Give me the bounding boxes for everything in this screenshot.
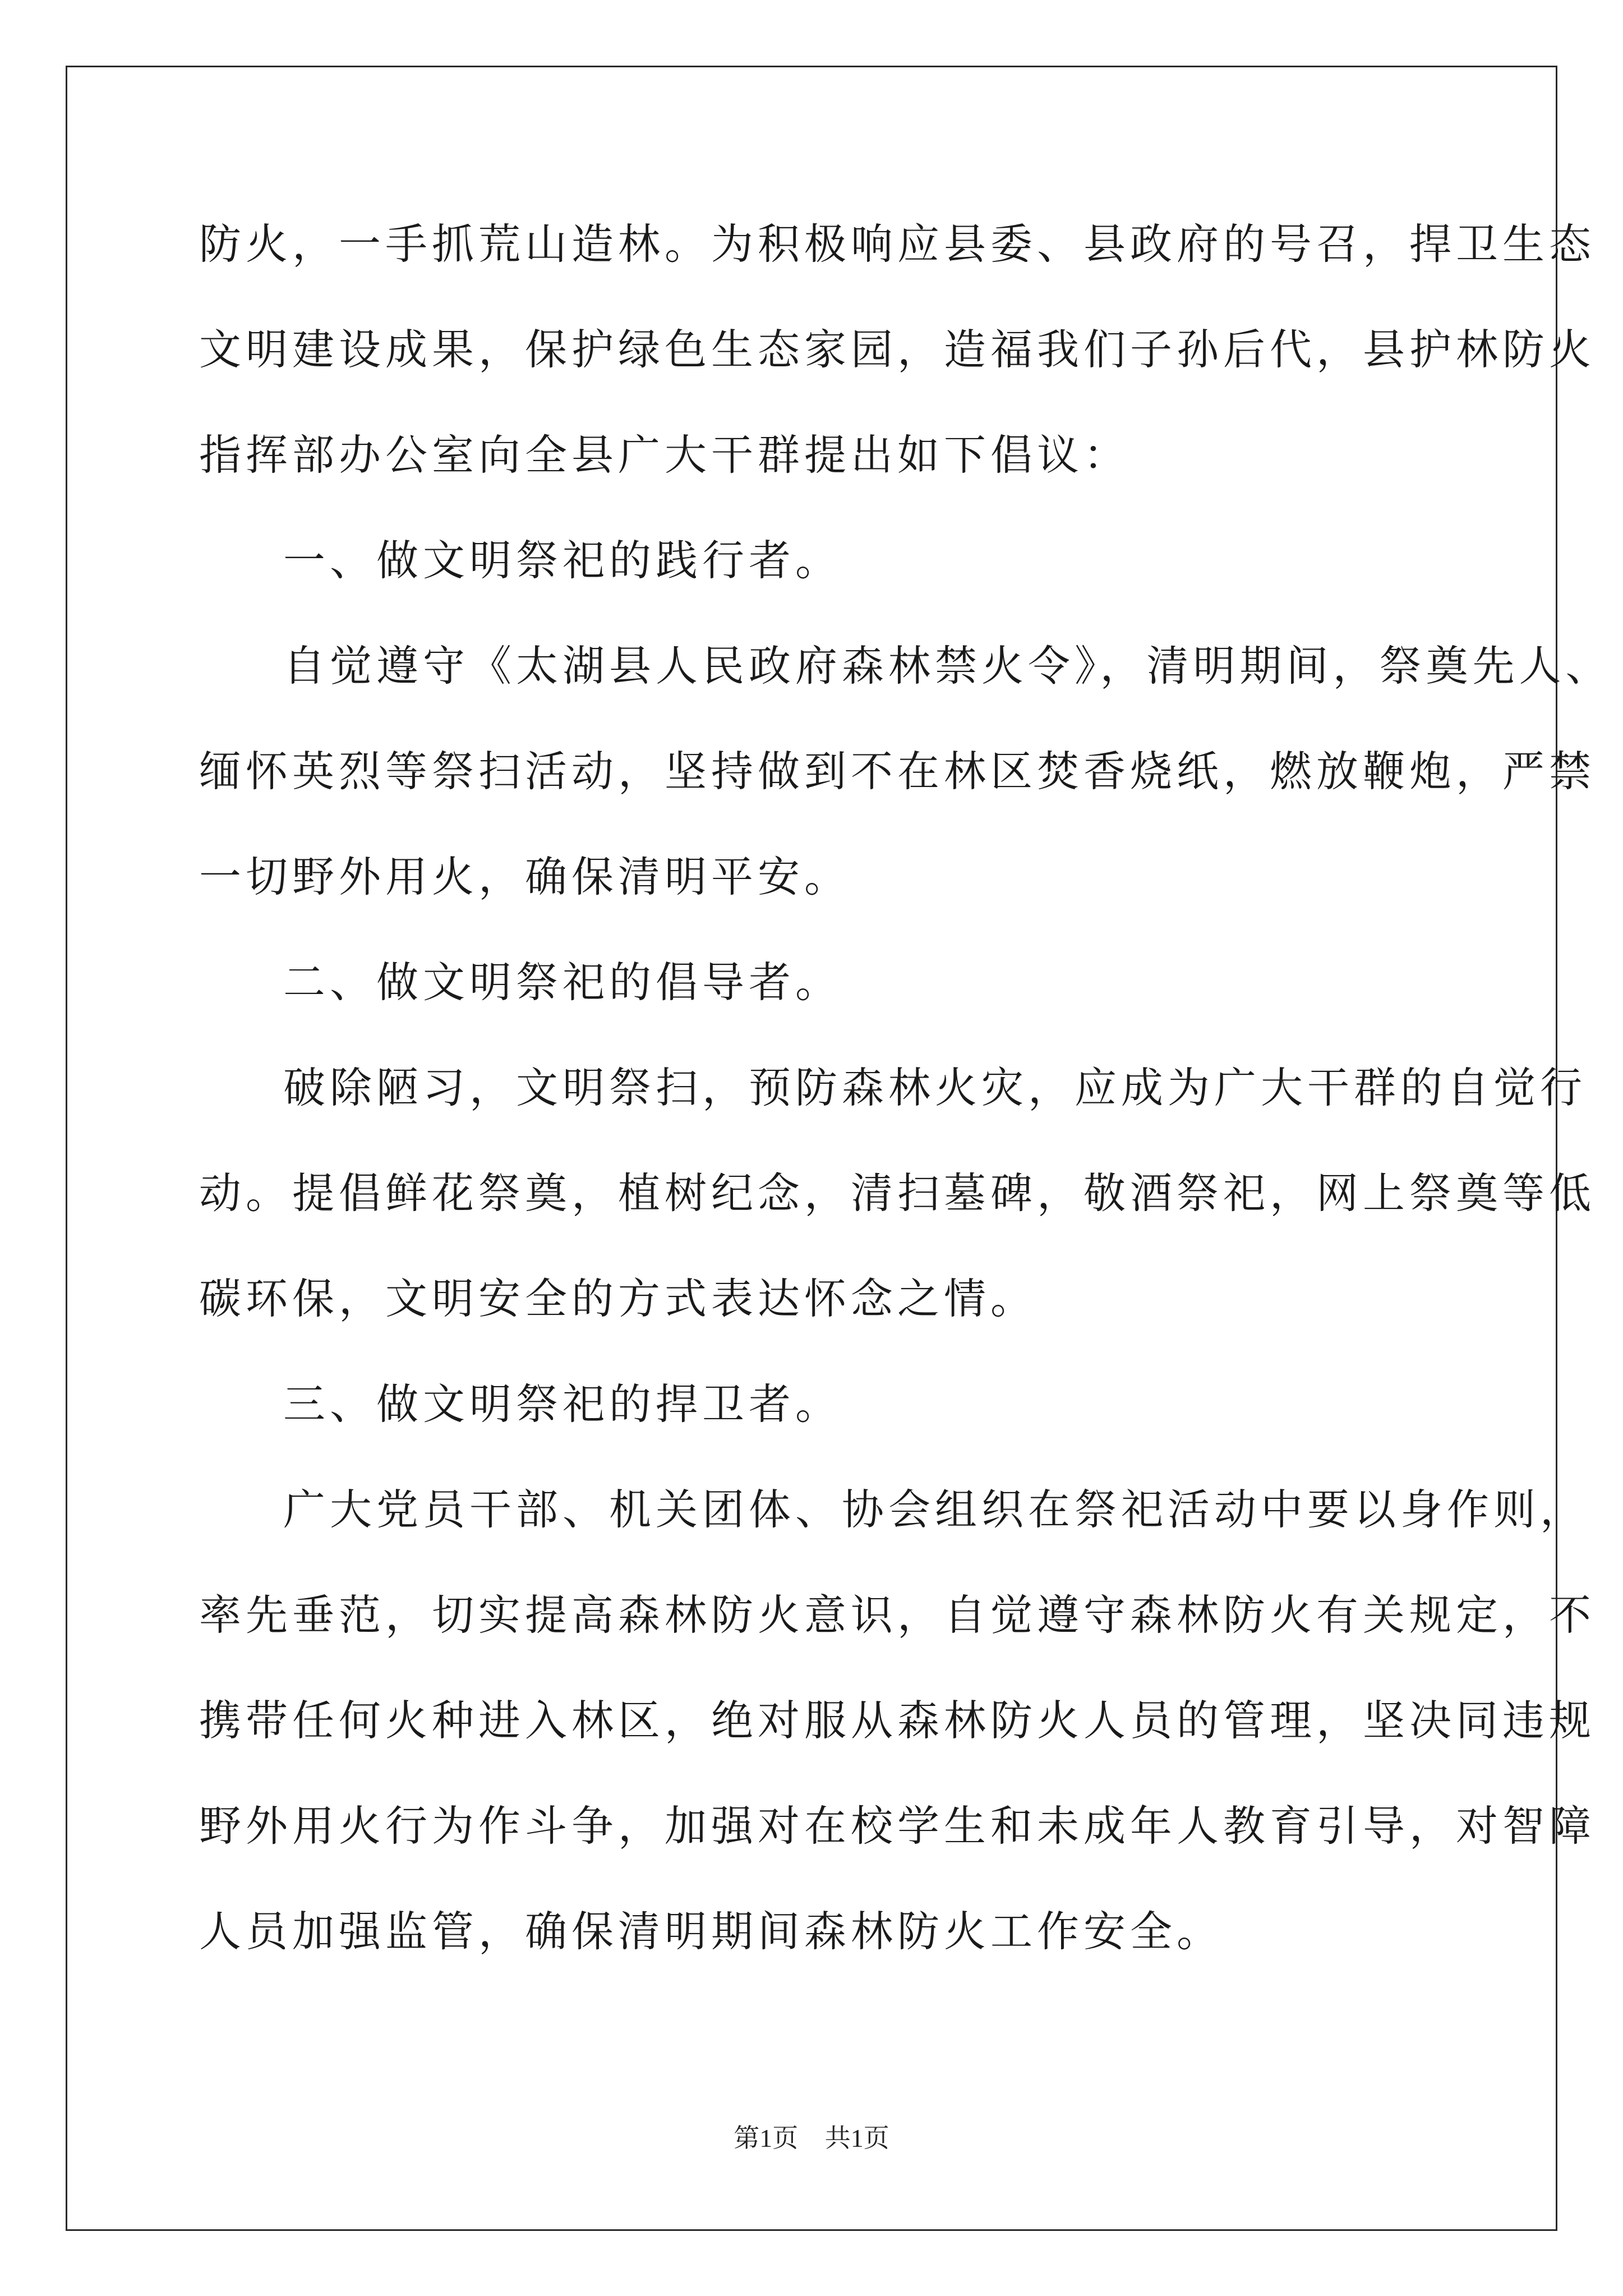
text-line: 文明建设成果，保护绿色生态家园，造福我们子孙后代，县护林防火 bbox=[199, 325, 1596, 374]
text-line: 碳环保，文明安全的方式表达怀念之情。 bbox=[199, 1274, 1038, 1323]
text-line: 防火，一手抓荒山造林。为积极响应县委、县政府的号召，捍卫生态 bbox=[199, 219, 1596, 269]
text-line: 野外用火行为作斗争，加强对在校学生和未成年人教育引导，对智障 bbox=[199, 1801, 1596, 1851]
paragraph-start: 破除陋习，文明祭扫，预防森林火灾，应成为广大干群的自觉行 bbox=[283, 1063, 1587, 1112]
page-number: 第1页 bbox=[734, 2124, 799, 2152]
section-heading: 二、做文明祭祀的倡导者。 bbox=[283, 958, 842, 1007]
paragraph-start: 自觉遵守《太湖县人民政府森林禁火令》，清明期间，祭奠先人、 bbox=[283, 641, 1612, 691]
section-heading: 三、做文明祭祀的捍卫者。 bbox=[283, 1379, 842, 1429]
page-total: 共1页 bbox=[824, 2124, 889, 2152]
page-footer bbox=[0, 2118, 1623, 2155]
text-line: 指挥部办公室向全县广大干群提出如下倡议： bbox=[199, 430, 1131, 480]
paragraph-start: 广大党员干部、机关团体、协会组织在祭祀活动中要以身作则， bbox=[283, 1485, 1587, 1534]
text-line: 一切野外用火，确保清明平安。 bbox=[199, 852, 851, 901]
text-line: 缅怀英烈等祭扫活动，坚持做到不在林区焚香烧纸，燃放鞭炮，严禁 bbox=[199, 747, 1596, 796]
text-line: 率先垂范，切实提高森林防火意识，自觉遵守森林防火有关规定，不 bbox=[199, 1590, 1596, 1640]
section-heading: 一、做文明祭祀的践行者。 bbox=[283, 536, 842, 585]
text-line: 人员加强监管，确保清明期间森林防火工作安全。 bbox=[199, 1907, 1224, 1956]
text-line: 动。提倡鲜花祭奠，植树纪念，清扫墓碑，敬酒祭祀，网上祭奠等低 bbox=[199, 1168, 1596, 1218]
text-line: 携带任何火种进入林区，绝对服从森林防火人员的管理，坚决同违规 bbox=[199, 1696, 1596, 1745]
